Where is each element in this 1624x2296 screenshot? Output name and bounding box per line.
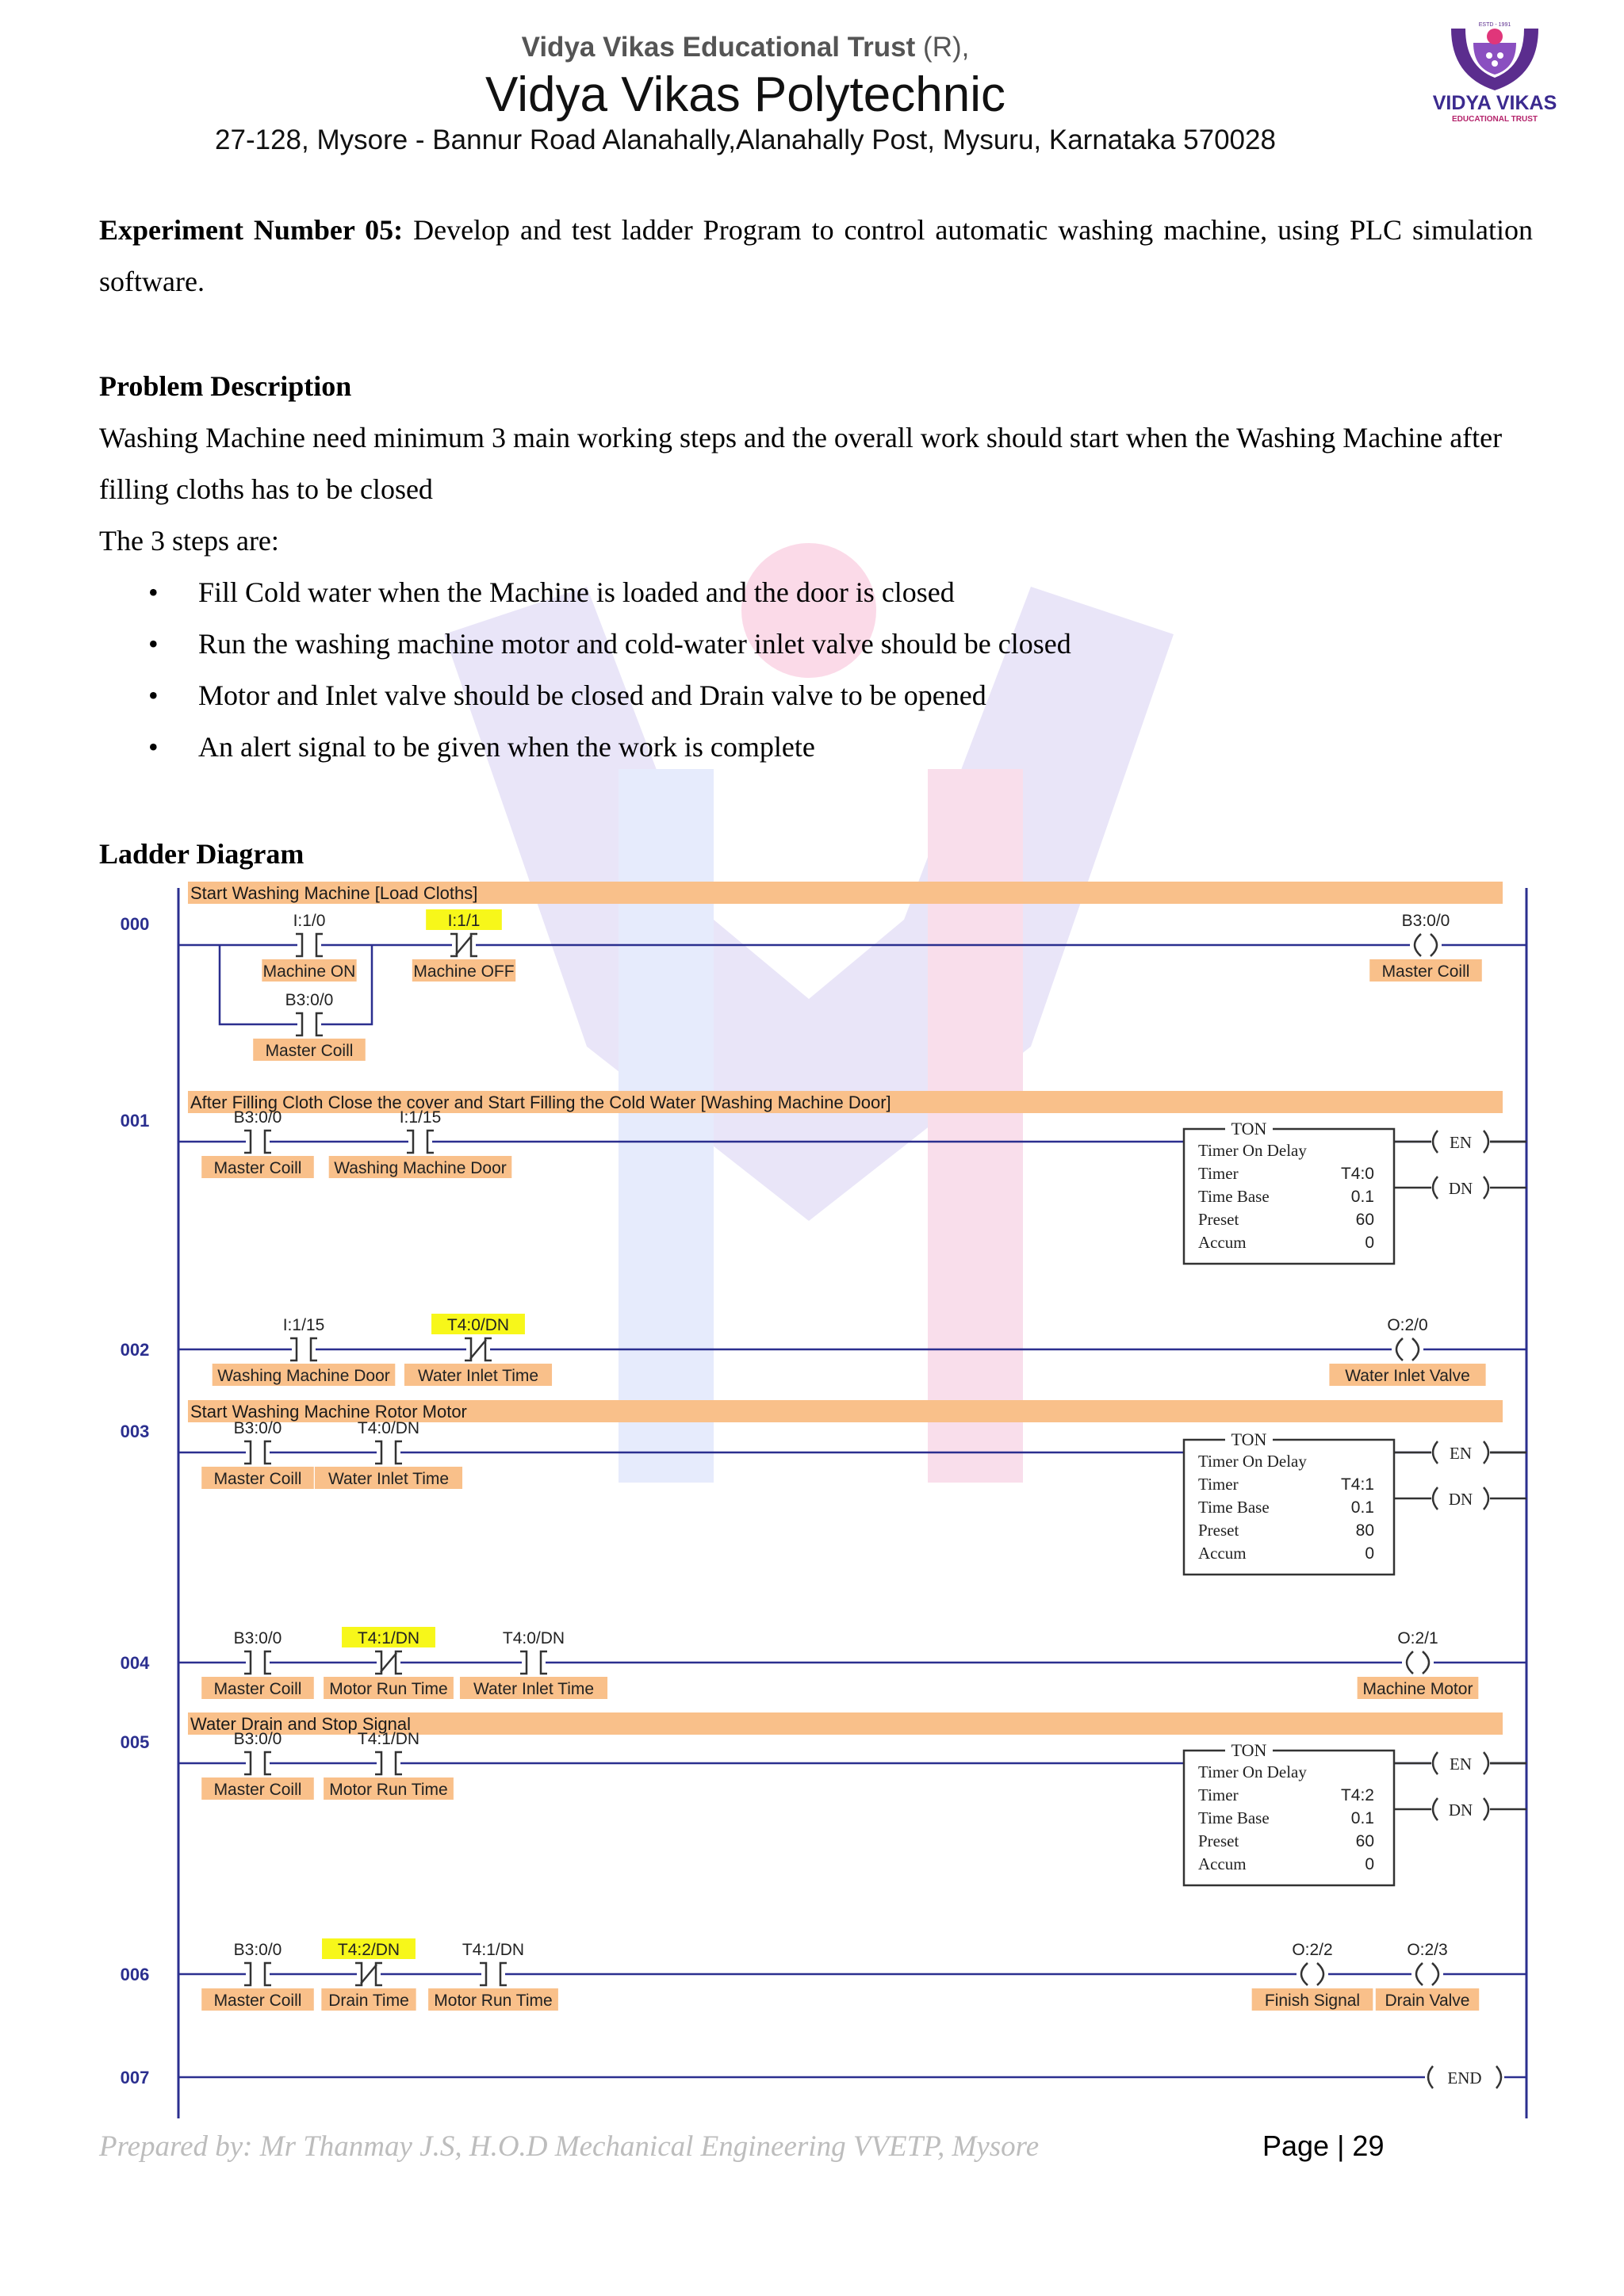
- rung-number: 002: [120, 1340, 150, 1360]
- contact-address: T4:0/DN: [502, 1629, 565, 1647]
- contact-label: Master Coill: [213, 1680, 302, 1698]
- rung-number: 000: [120, 914, 150, 934]
- rung-comment: Start Washing Machine [Load Cloths]: [190, 883, 478, 903]
- contact-label: Master Coill: [213, 1992, 302, 2010]
- contact-gap: [377, 1441, 400, 1464]
- contact-gap: [292, 1338, 316, 1360]
- timer-field-value: 60: [1355, 1211, 1374, 1229]
- contact-label: Master Coill: [265, 1042, 354, 1060]
- timer-field-label: Accum: [1198, 1544, 1247, 1563]
- logo-text: VIDYA VIKAS: [1432, 92, 1557, 114]
- timer-field-value: 60: [1355, 1832, 1374, 1850]
- timer-field-value: 0: [1365, 1544, 1374, 1563]
- timer-en-label: EN: [1450, 1133, 1472, 1152]
- problem-paragraph: Washing Machine need minimum 3 main working steps and the overall work should start when the Washing Machine after filling cloths has to be closed: [99, 422, 1503, 505]
- timer-field-label: Preset: [1198, 1831, 1239, 1850]
- timer-type: TON: [1231, 1429, 1267, 1449]
- contact-gap: [297, 934, 321, 956]
- list-item: • Run the washing machine motor and cold-water inlet valve should be closed: [99, 618, 1533, 670]
- coil-label: Finish Signal: [1264, 1992, 1361, 2010]
- timer-field-label: Timer On Delay: [1198, 1452, 1307, 1471]
- coil-label: Machine Motor: [1362, 1680, 1473, 1698]
- timer-field-value: T4:2: [1340, 1786, 1374, 1804]
- timer-field-label: Accum: [1198, 1854, 1247, 1873]
- timer-field-label: Preset: [1198, 1521, 1239, 1540]
- contact-address: I:1/15: [282, 1316, 325, 1334]
- contact-gap: [522, 1651, 546, 1674]
- coil-label: Drain Valve: [1385, 1992, 1470, 2010]
- contact-label: Washing Machine Door: [217, 1367, 390, 1385]
- contact-gap: [408, 1131, 432, 1153]
- contact-label: Motor Run Time: [434, 1992, 553, 2010]
- contact-label: Machine ON: [262, 962, 356, 981]
- college-name: Vidya Vikas Polytechnic: [485, 67, 1005, 122]
- contact-address: T4:2/DN: [337, 1941, 400, 1959]
- logo-estd-text: ESTD - 1991: [1478, 22, 1511, 28]
- contact-gap: [246, 1441, 270, 1464]
- rung-number: 004: [120, 1653, 150, 1673]
- contact-label: Motor Run Time: [329, 1680, 448, 1698]
- list-item: • An alert signal to be given when the work is complete: [99, 721, 1533, 773]
- contact-label: Master Coill: [213, 1159, 302, 1177]
- timer-field-value: T4:1: [1340, 1475, 1374, 1494]
- ladder-heading: Ladder Diagram: [99, 838, 304, 870]
- contact-label: Drain Time: [328, 1992, 409, 2010]
- timer-dn-label: DN: [1448, 1179, 1473, 1198]
- coil-address: O:2/1: [1397, 1629, 1438, 1647]
- coil-label: Master Coill: [1381, 962, 1470, 981]
- contact-gap: [481, 1963, 505, 1985]
- contact-gap: [297, 1013, 321, 1035]
- timer-en-label: EN: [1450, 1755, 1472, 1774]
- contact-address: T4:0/DN: [446, 1316, 510, 1334]
- experiment-label: Experiment Number 05:: [99, 214, 404, 246]
- college-address: 27-128, Mysore - Bannur Road Alanahally,Alanahally Post, Mysuru, Karnataka 570028: [215, 124, 1276, 155]
- contact-address: T4:1/DN: [462, 1941, 525, 1959]
- contact-label: Water Inlet Time: [473, 1680, 595, 1698]
- problem-heading: Problem Description: [99, 370, 352, 402]
- list-item: • Motor and Inlet valve should be closed and Drain valve to be opened: [99, 670, 1533, 721]
- timer-field-label: Preset: [1198, 1210, 1239, 1229]
- contact-label: Master Coill: [213, 1781, 302, 1799]
- contact-address: I:1/0: [293, 912, 326, 930]
- ladder-diagram: [99, 882, 1533, 2118]
- contact-gap: [246, 1963, 270, 1985]
- rung-number: 006: [120, 1965, 150, 1984]
- timer-field-label: Time Base: [1198, 1808, 1270, 1827]
- rung-number: 001: [120, 1111, 150, 1131]
- timer-field-label: Time Base: [1198, 1498, 1270, 1517]
- rung-comment: Start Washing Machine Rotor Motor: [190, 1402, 467, 1422]
- rung-number: 007: [120, 2068, 150, 2087]
- timer-field-label: Timer: [1198, 1164, 1239, 1183]
- list-item: • Fill Cold water when the Machine is loaded and the door is closed: [99, 567, 1533, 618]
- contact-label: Water Inlet Time: [417, 1367, 539, 1385]
- contact-address: B3:0/0: [233, 1730, 282, 1748]
- rung-number: 003: [120, 1422, 150, 1441]
- timer-type: TON: [1231, 1740, 1267, 1760]
- coil-address: O:2/2: [1292, 1941, 1333, 1959]
- contact-label: Master Coill: [213, 1470, 302, 1488]
- timer-field-label: Timer: [1198, 1475, 1239, 1494]
- timer-field-label: Timer On Delay: [1198, 1762, 1307, 1781]
- timer-field-value: 0.1: [1350, 1498, 1374, 1517]
- vidya-vikas-logo: [1427, 21, 1562, 132]
- contact-label: Motor Run Time: [329, 1781, 448, 1799]
- timer-dn-label: DN: [1448, 1490, 1473, 1509]
- contact-address: T4:1/DN: [357, 1629, 420, 1647]
- contact-gap: [246, 1752, 270, 1774]
- coil-address: O:2/0: [1387, 1316, 1428, 1334]
- contact-address: T4:1/DN: [357, 1730, 420, 1748]
- contact-gap: [246, 1651, 270, 1674]
- contact-label: Water Inlet Time: [327, 1470, 450, 1488]
- coil-address: B3:0/0: [1401, 912, 1450, 930]
- steps-intro: The 3 steps are:: [99, 525, 279, 557]
- coil-label: Water Inlet Valve: [1345, 1367, 1470, 1385]
- contact-gap: [246, 1131, 270, 1153]
- timer-field-label: Accum: [1198, 1233, 1247, 1252]
- timer-field-value: 0: [1365, 1855, 1374, 1873]
- timer-field-label: Timer On Delay: [1198, 1141, 1307, 1160]
- timer-field-value: T4:0: [1340, 1165, 1374, 1183]
- steps-list: [99, 567, 1533, 773]
- timer-field-value: 0.1: [1350, 1809, 1374, 1827]
- timer-type: TON: [1231, 1119, 1267, 1138]
- timer-field-value: 0.1: [1350, 1188, 1374, 1206]
- contact-address: B3:0/0: [233, 1108, 282, 1127]
- page-number: Page | 29: [1262, 2130, 1385, 2162]
- experiment-statement: [99, 205, 1533, 308]
- end-label: END: [1447, 2068, 1482, 2087]
- timer-field-value: 0: [1365, 1234, 1374, 1252]
- coil-address: O:2/3: [1407, 1941, 1448, 1959]
- timer-field-label: Timer: [1198, 1785, 1239, 1804]
- contact-label: Washing Machine Door: [334, 1159, 507, 1177]
- timer-en-label: EN: [1450, 1444, 1472, 1463]
- rung-number: 005: [120, 1732, 150, 1752]
- experiment-text: Develop and test ladder Program to control automatic washing machine, using PLC simulation software.: [99, 214, 1533, 297]
- contact-address: I:1/15: [399, 1108, 442, 1127]
- contact-address: T4:0/DN: [357, 1419, 420, 1437]
- contact-label: Machine OFF: [413, 962, 515, 981]
- timer-field-value: 80: [1355, 1521, 1374, 1540]
- contact-address: B3:0/0: [233, 1419, 282, 1437]
- timer-field-label: Time Base: [1198, 1187, 1270, 1206]
- rung-comment: After Filling Cloth Close the cover and Start Filling the Cold Water [Washing Machine Door]: [190, 1093, 891, 1112]
- contact-address: I:1/1: [447, 912, 481, 930]
- contact-gap: [377, 1752, 400, 1774]
- contact-address: B3:0/0: [233, 1629, 282, 1647]
- timer-dn-label: DN: [1448, 1800, 1473, 1820]
- trust-name: Vidya Vikas Educational Trust (R),: [521, 32, 970, 63]
- logo-subtext: EDUCATIONAL TRUST: [1452, 115, 1538, 124]
- contact-address: B3:0/0: [285, 991, 334, 1009]
- rung-comment: Water Drain and Stop Signal: [190, 1714, 411, 1734]
- prepared-by: Prepared by: Mr Thanmay J.S, H.O.D Mechanical Engineering VVETP, Mysore: [99, 2130, 1040, 2163]
- contact-address: B3:0/0: [233, 1941, 282, 1959]
- document-header: [0, 32, 1491, 156]
